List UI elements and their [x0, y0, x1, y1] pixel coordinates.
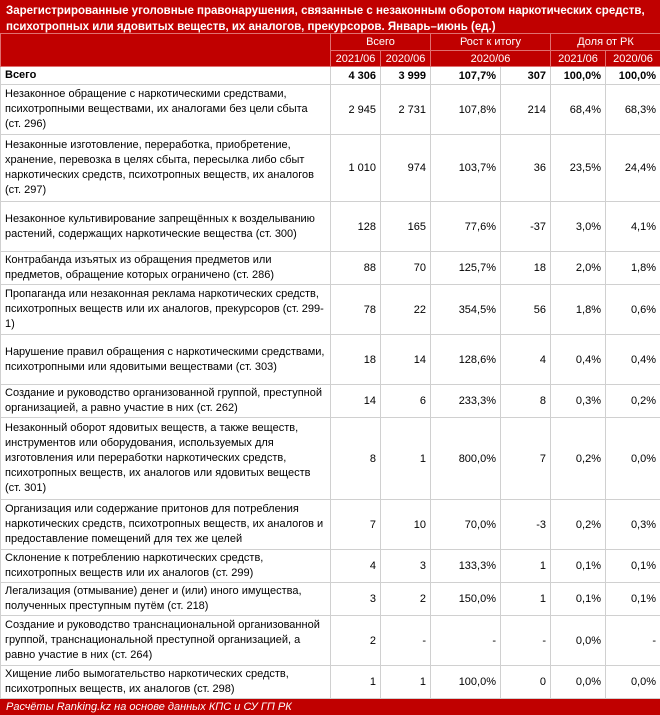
growth-diff: 56: [501, 285, 551, 335]
growth-diff: 214: [501, 85, 551, 135]
value-2020: 6: [381, 385, 431, 418]
row-label: Склонение к потреблению наркотических средств, психотропных веществ или их аналогов (ст. 299): [1, 550, 331, 583]
value-2021: 2: [331, 616, 381, 666]
row-label: Организация или содержание притонов для потребления наркотических средств, психотропных веществ, их аналогов и предоставление помещений для тех же целей: [1, 500, 331, 550]
growth-percent: 70,0%: [431, 500, 501, 550]
header-share-2021: 2021/06: [551, 51, 606, 67]
growth-percent: 133,3%: [431, 550, 501, 583]
value-2020: 1: [381, 666, 431, 699]
value-2021: 3: [331, 583, 381, 616]
row-label: Пропаганда или незаконная реклама наркотических средств, психотропных веществ или их аналогов, прекурсоров (ст. 299-1): [1, 285, 331, 335]
value-2020: 10: [381, 500, 431, 550]
growth-percent: 100,0%: [431, 666, 501, 699]
growth-percent: 233,3%: [431, 385, 501, 418]
row-label: Незаконное обращение с наркотическими средствами, психотропными веществами, их аналогами без цели сбыта (ст. 296): [1, 85, 331, 135]
value-2021: 8: [331, 418, 381, 500]
header-growth-period: 2020/06: [431, 51, 551, 67]
share-2020: 24,4%: [606, 135, 660, 202]
growth-percent: 103,7%: [431, 135, 501, 202]
value-2021: 4 306: [331, 67, 381, 85]
value-2020: 14: [381, 335, 431, 385]
value-2021: 1 010: [331, 135, 381, 202]
growth-diff: 8: [501, 385, 551, 418]
share-2021: 100,0%: [551, 67, 606, 85]
value-2020: 70: [381, 252, 431, 285]
growth-percent: 128,6%: [431, 335, 501, 385]
growth-percent: 354,5%: [431, 285, 501, 335]
share-2021: 3,0%: [551, 202, 606, 252]
share-2021: 0,1%: [551, 550, 606, 583]
table-row: [1, 666, 660, 699]
value-2020: 2 731: [381, 85, 431, 135]
growth-percent: 107,7%: [431, 67, 501, 85]
row-label: Контрабанда изъятых из обращения предметов или предметов, обращение которых ограничено (ст. 286): [1, 252, 331, 285]
share-2020: 0,1%: [606, 583, 660, 616]
growth-diff: 36: [501, 135, 551, 202]
row-label: Легализация (отмывание) денег и (или) иного имущества, полученных преступным путём (ст. 218): [1, 583, 331, 616]
table-title: Зарегистрированные уголовные правонарушения, связанные с незаконным оборотом наркотических средств, психотропных или ядовитых веществ, их аналогов, прекурсоров. Январь–июнь (ед.): [0, 0, 660, 33]
share-2020: 68,3%: [606, 85, 660, 135]
table-row: [1, 335, 660, 385]
growth-percent: 800,0%: [431, 418, 501, 500]
row-label: Создание и руководство организованной группой, преступной организацией, а равно участие в них (ст. 262): [1, 385, 331, 418]
value-2020: 22: [381, 285, 431, 335]
growth-diff: 1: [501, 550, 551, 583]
share-2021: 0,0%: [551, 666, 606, 699]
share-2020: 0,6%: [606, 285, 660, 335]
table-row: [1, 550, 660, 583]
share-2020: 0,3%: [606, 500, 660, 550]
growth-diff: 7: [501, 418, 551, 500]
value-2020: -: [381, 616, 431, 666]
table-row: [1, 583, 660, 616]
row-label: Хищение либо вымогательство наркотических средств, психотропных веществ, их аналогов (ст. 298): [1, 666, 331, 699]
share-2020: 0,4%: [606, 335, 660, 385]
share-2021: 0,2%: [551, 500, 606, 550]
share-2020: 100,0%: [606, 67, 660, 85]
share-2021: 23,5%: [551, 135, 606, 202]
growth-percent: 77,6%: [431, 202, 501, 252]
header-total: Всего: [331, 34, 431, 51]
header-total-2021: 2021/06: [331, 51, 381, 67]
share-2021: 0,3%: [551, 385, 606, 418]
value-2020: 2: [381, 583, 431, 616]
share-2020: 1,8%: [606, 252, 660, 285]
total-row: [1, 67, 660, 85]
value-2020: 165: [381, 202, 431, 252]
value-2020: 3: [381, 550, 431, 583]
table-row: [1, 285, 660, 335]
share-2021: 0,1%: [551, 583, 606, 616]
share-2021: 2,0%: [551, 252, 606, 285]
table-row: [1, 202, 660, 252]
value-2021: 4: [331, 550, 381, 583]
share-2020: 0,1%: [606, 550, 660, 583]
growth-diff: -3: [501, 500, 551, 550]
row-label: Всего: [1, 67, 331, 85]
value-2020: 3 999: [381, 67, 431, 85]
growth-diff: 18: [501, 252, 551, 285]
value-2021: 2 945: [331, 85, 381, 135]
share-2021: 0,2%: [551, 418, 606, 500]
growth-percent: 107,8%: [431, 85, 501, 135]
table-row: [1, 385, 660, 418]
share-2021: 68,4%: [551, 85, 606, 135]
share-2021: 1,8%: [551, 285, 606, 335]
value-2021: 7: [331, 500, 381, 550]
share-2020: 4,1%: [606, 202, 660, 252]
table-row: [1, 135, 660, 202]
share-2020: 0,0%: [606, 666, 660, 699]
header-growth: Рост к итогу: [431, 34, 551, 51]
share-2020: 0,0%: [606, 418, 660, 500]
growth-diff: 4: [501, 335, 551, 385]
growth-diff: 0: [501, 666, 551, 699]
share-2020: -: [606, 616, 660, 666]
growth-diff: -: [501, 616, 551, 666]
header-name-cell: [1, 34, 331, 67]
value-2021: 128: [331, 202, 381, 252]
header-total-2020: 2020/06: [381, 51, 431, 67]
value-2020: 974: [381, 135, 431, 202]
header-share-2020: 2020/06: [606, 51, 660, 67]
value-2021: 14: [331, 385, 381, 418]
growth-percent: 150,0%: [431, 583, 501, 616]
share-2020: 0,2%: [606, 385, 660, 418]
header-share: Доля от РК: [551, 34, 660, 51]
row-label: Незаконный оборот ядовитых веществ, а также веществ, инструментов или оборудования, используемых для изготовления или переработки наркотических средств, психотропных веществ, их аналогов или ядовитых веществ (ст. 301): [1, 418, 331, 500]
row-label: Создание и руководство транснациональной организованной группой, транснациональной преступной организацией, а равно участие в них (ст. 264): [1, 616, 331, 666]
growth-diff: 307: [501, 67, 551, 85]
table-row: [1, 616, 660, 666]
value-2021: 78: [331, 285, 381, 335]
table-row: [1, 418, 660, 500]
value-2021: 1: [331, 666, 381, 699]
value-2021: 88: [331, 252, 381, 285]
row-label: Нарушение правил обращения с наркотическими средствами, психотропными или ядовитыми веществами (ст. 303): [1, 335, 331, 385]
share-2021: 0,0%: [551, 616, 606, 666]
growth-percent: 125,7%: [431, 252, 501, 285]
growth-percent: -: [431, 616, 501, 666]
row-label: Незаконное культивирование запрещённых к возделыванию растений, содержащих наркотические вещества (ст. 300): [1, 202, 331, 252]
row-label: Незаконные изготовление, переработка, приобретение, хранение, перевозка в целях сбыта, пересылка либо сбыт наркотических средств, психотропных веществ, их аналогов (ст. 297): [1, 135, 331, 202]
table-row: [1, 85, 660, 135]
crime-statistics-table: [0, 33, 660, 699]
value-2021: 18: [331, 335, 381, 385]
growth-diff: 1: [501, 583, 551, 616]
share-2021: 0,4%: [551, 335, 606, 385]
growth-diff: -37: [501, 202, 551, 252]
table-row: [1, 500, 660, 550]
table-row: [1, 252, 660, 285]
source-footnote: Расчёты Ranking.kz на основе данных КПС и СУ ГП РК: [0, 699, 660, 715]
value-2020: 1: [381, 418, 431, 500]
